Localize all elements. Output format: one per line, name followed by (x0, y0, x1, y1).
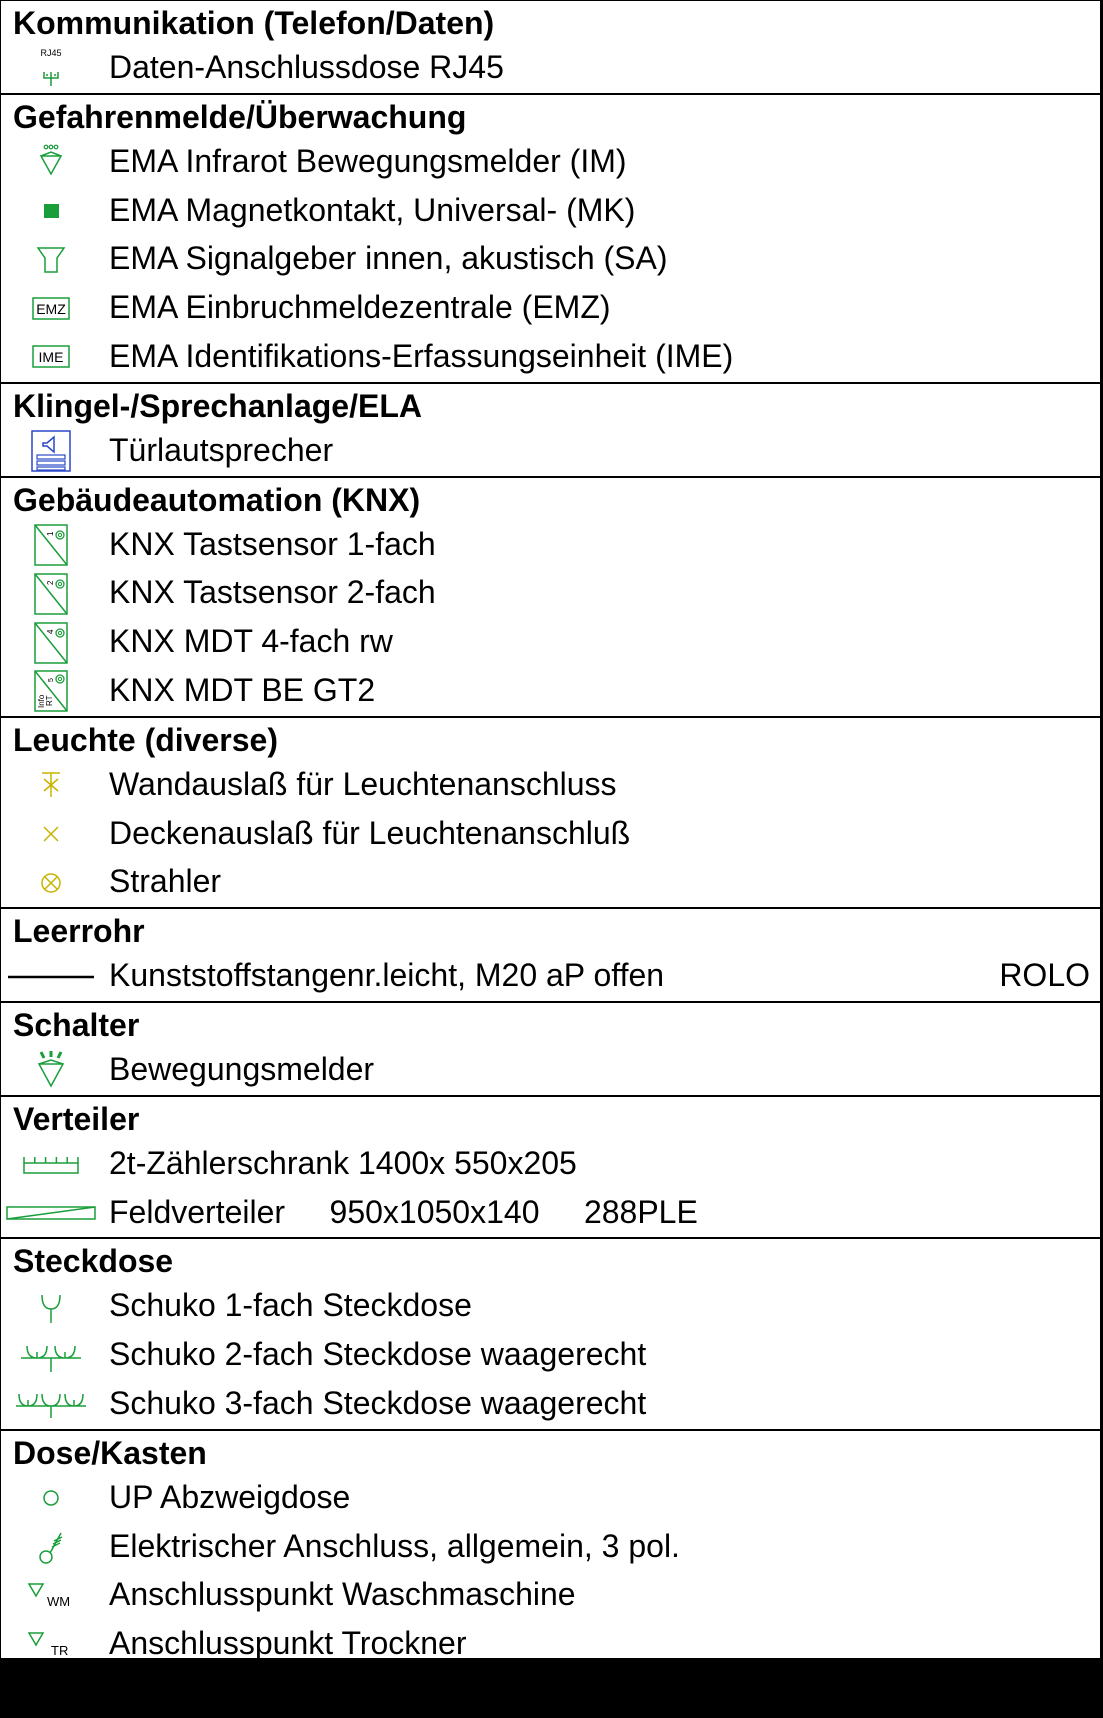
legend-label: KNX Tastsensor 2-fach (109, 574, 436, 611)
washing-machine-point-icon (1, 1571, 101, 1620)
legend-row (1, 235, 1100, 284)
emz-box-icon (1, 284, 101, 333)
legend-label: EMA Magnetkontakt, Universal- (MK) (109, 191, 636, 228)
legend-section (1, 909, 1100, 1003)
knx-sensor-2-icon (1, 569, 101, 618)
legend-label: KNX MDT BE GT2 (109, 671, 376, 708)
section-title: Leerrohr (13, 913, 145, 950)
svg-text:TR: TR (51, 1642, 69, 1658)
wall-light-outlet-icon (1, 761, 101, 810)
svg-text:WM: WM (47, 1593, 71, 1609)
spotlight-icon (1, 858, 101, 907)
legend-label: Türlautsprecher (109, 431, 334, 468)
legend-section (1, 95, 1100, 384)
legend-row (1, 1189, 1100, 1238)
legend-label: EMA Infrarot Bewegungsmelder (IM) (109, 142, 627, 179)
door-speaker-icon (1, 427, 101, 476)
section-title: Leuchte (diverse) (13, 721, 278, 758)
legend-row (1, 761, 1100, 810)
legend-label: Bewegungsmelder (109, 1050, 375, 1087)
legend-label: Wandauslaß für Leuchtenanschluss (109, 765, 617, 802)
legend-row (1, 1669, 1100, 1718)
legend-label: UP Abzweigdose (109, 1478, 351, 1515)
svg-text:RT: RT (45, 695, 54, 707)
legend-label: Schuko 2-fach Steckdose waagerecht (109, 1336, 647, 1373)
socket-single-icon (1, 1282, 101, 1331)
magnetic-contact-icon (1, 187, 101, 236)
svg-text:5: 5 (48, 678, 55, 683)
rj45-data-socket-icon (1, 44, 101, 93)
legend-label: Deckenauslaß für Leuchtenanschluß (109, 814, 631, 851)
legend-row (1, 1282, 1100, 1331)
section-title: Klingel-/Sprechanlage/ELA (13, 387, 422, 424)
socket-triple-icon (1, 1380, 101, 1429)
knx-sensor-1-icon (1, 521, 101, 570)
legend-row (1, 1523, 1100, 1572)
legend-row (1, 1620, 1100, 1669)
knx-info-sensor-icon (1, 667, 101, 716)
legend-label: Strahler (109, 863, 222, 900)
legend-row (1, 810, 1100, 859)
acoustic-signal-icon (1, 235, 101, 284)
legend-label: Schuko 3-fach Steckdose waagerecht (109, 1384, 647, 1421)
legend-section (1, 1431, 1100, 1718)
rj45-icon-text: RJ45 (40, 48, 62, 59)
legend-label: Kunststoffstangenr.leicht, M20 aP offen (109, 957, 665, 994)
legend-row (1, 187, 1100, 236)
legend-label: EMA Einbruchmeldezentrale (EMZ) (109, 289, 611, 326)
legend-section (1, 1, 1100, 95)
section-title: Dose/Kasten (13, 1434, 207, 1471)
legend-section (1, 478, 1100, 718)
section-title: Verteiler (13, 1100, 140, 1137)
legend-row (1, 333, 1100, 382)
legend-row (1, 1140, 1100, 1189)
legend-row (1, 1331, 1100, 1380)
legend-label: EMA Signalgeber innen, akustisch (SA) (109, 240, 668, 277)
legend-label: Anschlusspunkt Waschmaschine (109, 1576, 576, 1613)
svg-text:1: 1 (46, 531, 55, 536)
svg-text:EMZ: EMZ (36, 300, 66, 317)
ime-box-icon (1, 333, 101, 382)
legend-section (1, 1239, 1100, 1430)
legend-row (1, 1474, 1100, 1523)
svg-text:Info: Info (37, 695, 46, 709)
socket-double-icon (1, 1331, 101, 1380)
motor-icon (1, 1669, 101, 1718)
conduit-line-icon (1, 952, 101, 1001)
legend-row (1, 618, 1100, 667)
legend-label: Daten-Anschlussdose RJ45 (109, 49, 504, 85)
svg-text:2: 2 (46, 580, 55, 585)
ceiling-light-outlet-icon (1, 810, 101, 859)
field-distributor-icon (1, 1189, 101, 1238)
section-title: Kommunikation (Telefon/Daten) (13, 5, 495, 41)
dryer-point-icon (1, 1620, 101, 1669)
legend-row (1, 569, 1100, 618)
legend-label: Anschlusspunkt Trockner (109, 1625, 467, 1662)
legend-row (1, 1380, 1100, 1429)
legend-row (1, 667, 1100, 716)
legend-section (1, 1003, 1100, 1097)
legend-label: EMA Identifikations-Erfassungseinheit (IME) (109, 337, 734, 374)
section-title: Gebäudeautomation (KNX) (13, 481, 421, 518)
legend-label: Feldverteiler 950x1050x140 288PLE (109, 1193, 698, 1230)
legend-row (1, 858, 1100, 907)
legend-label: Elektrischer Anschluss, allgemein, 3 pol. (109, 1527, 680, 1564)
legend-row (1, 427, 1100, 476)
legend-row (1, 284, 1100, 333)
legend-row (1, 1571, 1100, 1620)
legend-section (1, 1097, 1100, 1240)
junction-box-icon (1, 1474, 101, 1523)
section-title: Schalter (13, 1006, 140, 1043)
legend-row (1, 521, 1100, 570)
legend-row (1, 138, 1100, 187)
legend-label: Motor (109, 1673, 191, 1710)
legend-row (1, 952, 1100, 1001)
legend-label: 2t-Zählerschrank 1400x 550x205 (109, 1144, 577, 1181)
legend-label: Schuko 1-fach Steckdose (109, 1287, 472, 1324)
legend-row (1, 44, 1100, 93)
legend-section (1, 718, 1100, 909)
meter-cabinet-icon (1, 1140, 101, 1189)
svg-text:M: M (22, 1684, 34, 1700)
svg-text:IME: IME (38, 349, 64, 366)
legend-label: KNX Tastsensor 1-fach (109, 525, 436, 562)
legend-label: KNX MDT 4-fach rw (109, 623, 393, 660)
section-title: Gefahrenmelde/Überwachung (13, 98, 467, 135)
legend-right-label: ROLO (999, 957, 1090, 994)
svg-text:4: 4 (46, 629, 55, 634)
section-title: Steckdose (13, 1243, 174, 1280)
legend-row (1, 1046, 1100, 1095)
electrical-connection-3pol-icon (1, 1523, 101, 1572)
svg-text:Motor: Motor (41, 1692, 72, 1707)
motion-detector-icon (1, 1046, 101, 1095)
knx-sensor-4-icon (1, 618, 101, 667)
infrared-motion-detector-icon (1, 138, 101, 187)
legend-section (1, 384, 1100, 478)
